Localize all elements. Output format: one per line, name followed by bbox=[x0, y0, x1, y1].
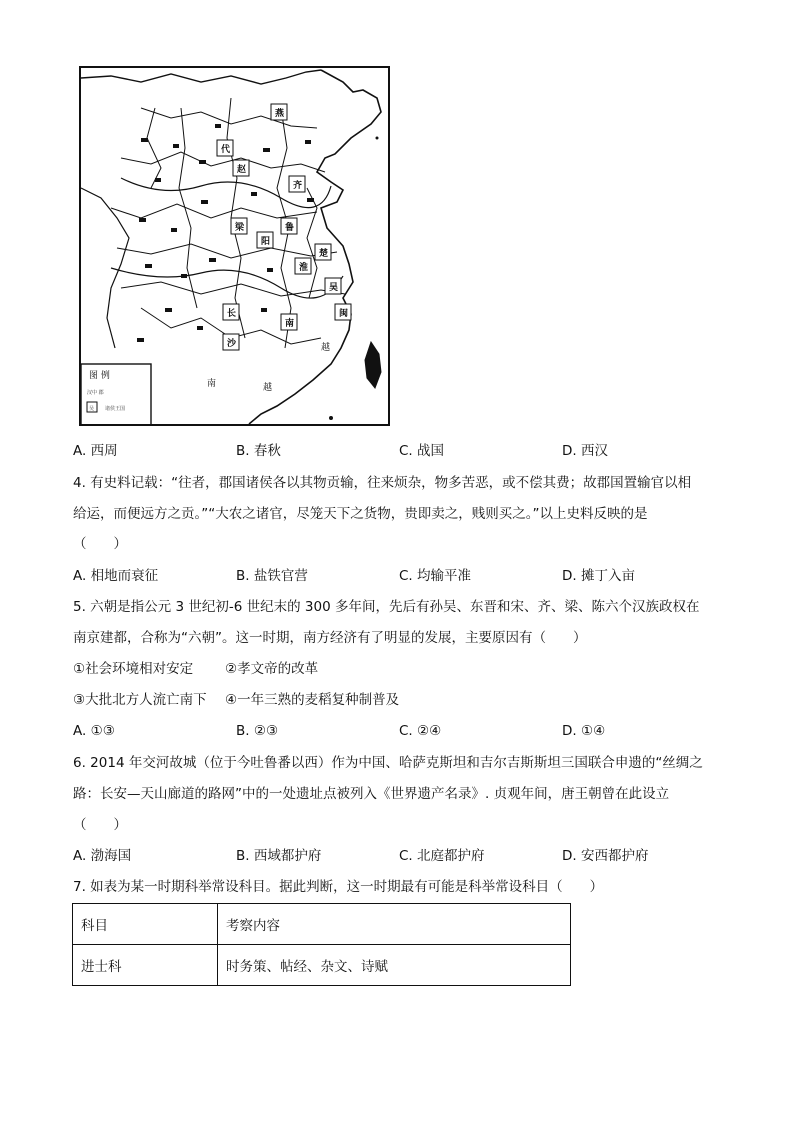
label-huai: 淮 bbox=[299, 263, 309, 273]
table-cell: 时务策、帖经、杂文、诗赋 bbox=[218, 945, 571, 986]
q5-stem-line1: 5. 六朝是指公元 3 世纪初-6 世纪末的 300 多年间，先后有孙吴、东晋和宋、齐、梁、陈六个汉族政权在 bbox=[73, 599, 700, 615]
q4-option-c[interactable]: C. 均输平准 bbox=[399, 568, 472, 584]
label-dai: 代 bbox=[221, 145, 231, 155]
q4-option-b[interactable]: B. 盐铁官营 bbox=[236, 568, 308, 584]
label-nanyue-yue: 越 bbox=[263, 383, 273, 393]
q6-option-c[interactable]: C. 北庭都护府 bbox=[399, 848, 485, 864]
table-cell: 进士科 bbox=[73, 945, 218, 986]
table-row bbox=[73, 945, 571, 986]
label-nanyue-nan: 南 bbox=[207, 379, 217, 389]
q5-option-b[interactable]: B. ②③ bbox=[236, 723, 279, 739]
kingdom-label-lu bbox=[281, 218, 297, 234]
kingdom-label-zhao bbox=[233, 160, 249, 176]
legend-kingdom-box: 吴 bbox=[89, 406, 95, 412]
label-lu: 鲁 bbox=[285, 223, 295, 233]
label-qi: 齐 bbox=[293, 181, 303, 191]
q4-stem-line2: 给运，而便远方之贡。”“大农之诸官，尽笼天下之货物，贵即卖之，贱则买之。”以上史料反映的是 bbox=[73, 506, 648, 522]
q4-option-a[interactable]: A. 相地而衰征 bbox=[73, 568, 159, 584]
map-taiwan-island bbox=[365, 342, 381, 388]
q4-answer-blank: （ ） bbox=[73, 536, 127, 552]
q6-option-a[interactable]: A. 渤海国 bbox=[73, 848, 132, 864]
q7-stem-line1: 7. 如表为某一时期科举常设科目。据此判断，这一时期最有可能是科举常设科目（ ） bbox=[73, 879, 604, 895]
map-drawing bbox=[81, 68, 390, 426]
q5-item-1: ①社会环境相对安定 bbox=[73, 661, 194, 677]
q5-option-d[interactable]: D. ①④ bbox=[562, 723, 606, 739]
q3-option-b[interactable]: B. 春秋 bbox=[236, 443, 281, 459]
table-header-cell: 科目 bbox=[73, 904, 218, 945]
kingdom-label-chu bbox=[315, 244, 331, 260]
q6-option-b[interactable]: B. 西域都护府 bbox=[236, 848, 322, 864]
q5-items-row1 bbox=[73, 659, 733, 679]
label-nan: 南 bbox=[285, 319, 295, 329]
exam-subjects-table bbox=[72, 903, 571, 986]
label-liang: 梁 bbox=[235, 223, 245, 233]
kingdom-label-min bbox=[335, 304, 351, 320]
kingdom-label-huaiyang bbox=[257, 232, 273, 248]
q5-item-3: ③大批北方人流亡南下 bbox=[73, 692, 207, 708]
map-legend bbox=[81, 364, 151, 426]
q5-item-2: ②孝文帝的改革 bbox=[225, 661, 319, 677]
q6-answer-blank: （ ） bbox=[73, 817, 127, 833]
legend-commandery: 汉中 郡 bbox=[87, 390, 104, 396]
kingdom-label-wu bbox=[325, 278, 341, 294]
map-northern-border bbox=[81, 70, 321, 84]
kingdom-label-changsha bbox=[223, 304, 239, 350]
table-header-row bbox=[73, 904, 571, 945]
label-wu: 吴 bbox=[329, 283, 339, 293]
kingdom-label-huainan bbox=[295, 258, 311, 274]
kingdom-label-qi bbox=[289, 176, 305, 192]
q4-option-d[interactable]: D. 摊丁入亩 bbox=[562, 568, 635, 584]
q4-stem-line1: 4. 有史料记载：“往者，郡国诸侯各以其物贡输，往来烦杂，物多苦恶，或不偿其费；故郡国置输官以相 bbox=[73, 475, 692, 491]
q6-stem-line2: 路：长安—天山廊道的路网”中的一处遗址点被列入《世界遗产名录》. 贞观年间，唐王朝曾在此设立 bbox=[73, 786, 670, 802]
q5-option-c[interactable]: C. ②④ bbox=[399, 723, 442, 739]
kingdom-label-dai bbox=[217, 140, 233, 156]
table-header-cell: 考察内容 bbox=[218, 904, 571, 945]
q3-option-d[interactable]: D. 西汉 bbox=[562, 443, 608, 459]
q3-option-c[interactable]: C. 战国 bbox=[399, 443, 445, 459]
q5-items-row2 bbox=[73, 690, 733, 710]
q4-options bbox=[73, 566, 733, 586]
kingdom-label-liang bbox=[231, 218, 247, 234]
q5-option-a[interactable]: A. ①③ bbox=[73, 723, 115, 739]
label-zhao: 赵 bbox=[237, 165, 247, 175]
q3-option-a[interactable]: A. 西周 bbox=[73, 443, 118, 459]
q5-item-4: ④一年三熟的麦稻复种制普及 bbox=[225, 692, 400, 708]
legend-kingdom-text: 诸侯王国 bbox=[105, 406, 126, 412]
q3-options bbox=[73, 441, 733, 461]
label-chu: 楚 bbox=[319, 249, 329, 259]
label-chang: 长 bbox=[227, 309, 237, 319]
legend-title: 图 例 bbox=[89, 371, 110, 381]
q5-options bbox=[73, 721, 733, 741]
q6-option-d[interactable]: D. 安西都护府 bbox=[562, 848, 649, 864]
label-sha: 沙 bbox=[227, 339, 237, 349]
map-figure bbox=[79, 66, 390, 426]
q5-stem-line2: 南京建都，合称为“六朝”。这一时期，南方经济有了明显的发展，主要原因有（ ） bbox=[73, 630, 587, 646]
q6-stem-line1: 6. 2014 年交河故城（位于今吐鲁番以西）作为中国、哈萨克斯坦和吉尔吉斯斯坦三国联合申遗的“丝绸之 bbox=[73, 755, 703, 771]
kingdom-label-yan bbox=[271, 104, 287, 120]
q6-options bbox=[73, 846, 733, 866]
kingdom-label-nan bbox=[281, 314, 297, 330]
label-min: 闽 bbox=[339, 309, 349, 319]
label-yan: 燕 bbox=[275, 109, 285, 119]
label-yang: 阳 bbox=[261, 237, 271, 247]
label-yue: 越 bbox=[321, 343, 331, 353]
